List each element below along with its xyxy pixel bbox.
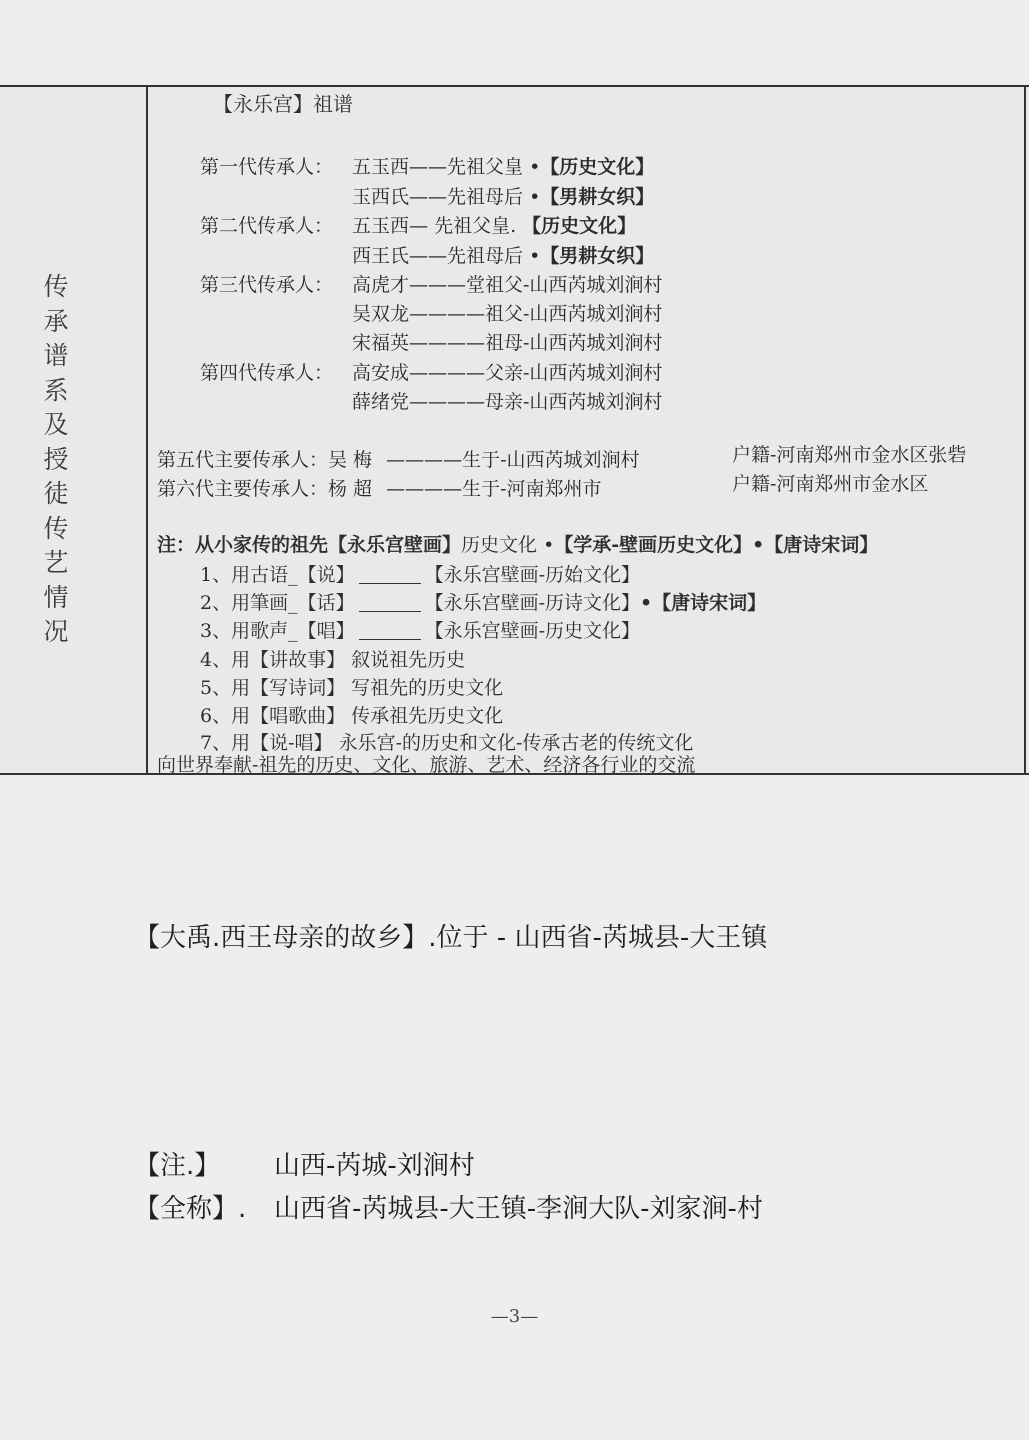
heir-tag: 【历史文化】 [522, 215, 637, 237]
generation-row [352, 182, 654, 209]
heir-tag: 【男耕女织】 [540, 245, 655, 267]
method-extra: •【唐诗宋词】 [640, 592, 767, 614]
method-text: 叙说祖先历史 [351, 649, 466, 671]
table-right-border [1024, 85, 1026, 775]
main-heir-dash: ———— [386, 478, 463, 500]
generation-row [352, 358, 662, 385]
main-heir-huji: 户籍-河南郑州市金水区张砦 [732, 444, 967, 466]
table-column-divider [146, 85, 148, 775]
generation-label: 第四代传承人： [200, 362, 334, 384]
method-blank-line [359, 583, 421, 584]
method-lead: 7、用【说-唱】 [200, 732, 333, 754]
generation-row [352, 299, 662, 326]
method-text: 【永乐宫壁画-历始文化】 [424, 564, 641, 586]
heir-name: 五玉西 [352, 215, 410, 237]
heir-tag: 【历史文化】 [540, 156, 655, 178]
heir-dash: — [409, 215, 435, 237]
side-label-char: 及 [43, 410, 69, 439]
heir-relation: 堂祖父-山西芮城刘涧村 [466, 274, 663, 296]
closing-line: 向世界奉献-祖先的历史、文化、旅游、艺术、经济各行业的交流 [157, 754, 696, 776]
heir-relation: 祖母-山西芮城刘涧村 [485, 332, 663, 354]
heir-name: 玉西氏 [352, 186, 410, 208]
side-label-char: 授 [43, 444, 69, 474]
generation-label: 第三代传承人： [200, 274, 334, 296]
heir-name: 高安成 [352, 362, 410, 384]
note-bold-part: 从小家传的祖先【永乐宫壁画】 [195, 534, 462, 556]
note-line [157, 530, 878, 557]
method-lead: 6、用【唱歌曲】 [200, 705, 346, 727]
heir-separator: • [523, 245, 541, 267]
hometown-line: 【大禹.西王母亲的故乡】.位于 - 山西省-芮城县-大王镇 [134, 923, 768, 953]
generation-row [352, 270, 662, 297]
heir-relation: 先祖父皇 [434, 215, 511, 237]
heir-separator: . [510, 215, 523, 237]
generation-label: 第二代传承人： [200, 215, 334, 237]
method-lead: 3、用歌声_【唱】 [200, 620, 355, 642]
note-prefix: 注： [157, 534, 196, 556]
method-lead: 5、用【写诗词】 [200, 677, 346, 699]
short-note-label: 【注.】 [134, 1151, 221, 1181]
side-label-char: 传 [43, 272, 69, 301]
generation-row [352, 387, 662, 414]
main-heir-huji: 户籍-河南郑州市金水区 [732, 473, 929, 495]
heir-relation: 先祖母后 [447, 245, 524, 267]
method-lead: 2、用筆画_【话】 [200, 592, 355, 614]
heir-name: 高虎才 [352, 274, 410, 296]
side-label-char: 徒 [43, 479, 69, 508]
generation-row [352, 241, 654, 268]
heir-dash: ——— [409, 274, 467, 296]
full-name-value: 山西省-芮城县-大王镇-李涧大队-刘家涧-村 [274, 1194, 763, 1224]
method-item [200, 560, 640, 587]
heir-dash: —— [409, 245, 448, 267]
note-normal-part: 历史文化 • [461, 534, 555, 556]
method-item [200, 673, 503, 700]
heir-dash: ———— [409, 391, 486, 413]
side-label-char: 情 [43, 582, 69, 612]
heir-separator: • [523, 156, 541, 178]
method-text: 写祖先的历史文化 [351, 677, 504, 699]
heir-dash: ———— [409, 332, 486, 354]
method-text: 传承祖先历史文化 [351, 705, 504, 727]
heir-relation: 祖父-山西芮城刘涧村 [485, 303, 663, 325]
method-blank-line [359, 611, 421, 612]
method-item [200, 616, 640, 643]
heir-relation: 先祖母后 [447, 186, 524, 208]
side-label-char: 传 [43, 513, 69, 543]
genealogy-title: 【永乐宫】祖谱 [213, 92, 353, 116]
side-label-char: 谱 [43, 341, 69, 370]
method-blank-line [359, 639, 421, 640]
heir-separator: • [523, 186, 541, 208]
heir-dash: ———— [409, 362, 486, 384]
side-label-char: 承 [43, 306, 69, 336]
main-heir-name: 杨 超 [328, 478, 373, 500]
main-heir-label: 第六代主要传承人： [157, 478, 329, 500]
heir-dash: ———— [409, 303, 486, 325]
generation-row [352, 328, 662, 355]
heir-relation: 父亲-山西芮城刘涧村 [485, 362, 663, 384]
generation-label: 第一代传承人： [200, 156, 334, 178]
method-text: 永乐宫-的历史和文化-传承古老的传统文化 [338, 732, 694, 754]
note-tail: 【学承-壁画历史文化】•【唐诗宋词】 [554, 534, 879, 556]
heir-name: 宋福英 [352, 332, 410, 354]
method-text: 【永乐宫壁画-历史文化】 [424, 620, 641, 642]
page-number: —3— [490, 1306, 539, 1327]
heir-dash: —— [409, 186, 448, 208]
main-heir-row [157, 445, 639, 472]
main-heir-name: 吴 梅 [328, 449, 373, 471]
full-name-label: 【全称】. [134, 1194, 247, 1224]
main-heir-birth: 生于-河南郑州市 [462, 478, 602, 500]
method-lead: 4、用【讲故事】 [200, 649, 346, 671]
heir-name: 西王氏 [352, 245, 410, 267]
side-label-char: 况 [43, 617, 69, 646]
heir-tag: 【男耕女织】 [540, 186, 655, 208]
heir-name: 薛绪党 [352, 391, 410, 413]
method-lead: 1、用古语_【说】 [200, 564, 355, 586]
main-heir-label: 第五代主要传承人： [157, 449, 329, 471]
heir-relation: 先祖父皇 [447, 156, 524, 178]
generation-row [352, 152, 654, 179]
side-label-char: 艺 [43, 548, 69, 577]
main-heir-row [157, 474, 601, 501]
generation-row [352, 211, 636, 238]
heir-name: 吴双龙 [352, 303, 410, 325]
side-label-char: 系 [43, 375, 69, 405]
method-item [200, 588, 766, 615]
heir-name: 五玉西 [352, 156, 410, 178]
heir-relation: 母亲-山西芮城刘涧村 [485, 391, 663, 413]
main-heir-dash: ———— [386, 449, 463, 471]
side-label-lineage [38, 270, 74, 650]
method-item [200, 701, 503, 728]
main-heir-birth: 生于-山西芮城刘涧村 [462, 449, 640, 471]
table-top-border [0, 85, 1029, 87]
heir-dash: —— [409, 156, 448, 178]
method-item [200, 645, 465, 672]
method-text: 【永乐宫壁画-历诗文化】 [424, 592, 641, 614]
short-note-value: 山西-芮城-刘涧村 [274, 1151, 475, 1181]
